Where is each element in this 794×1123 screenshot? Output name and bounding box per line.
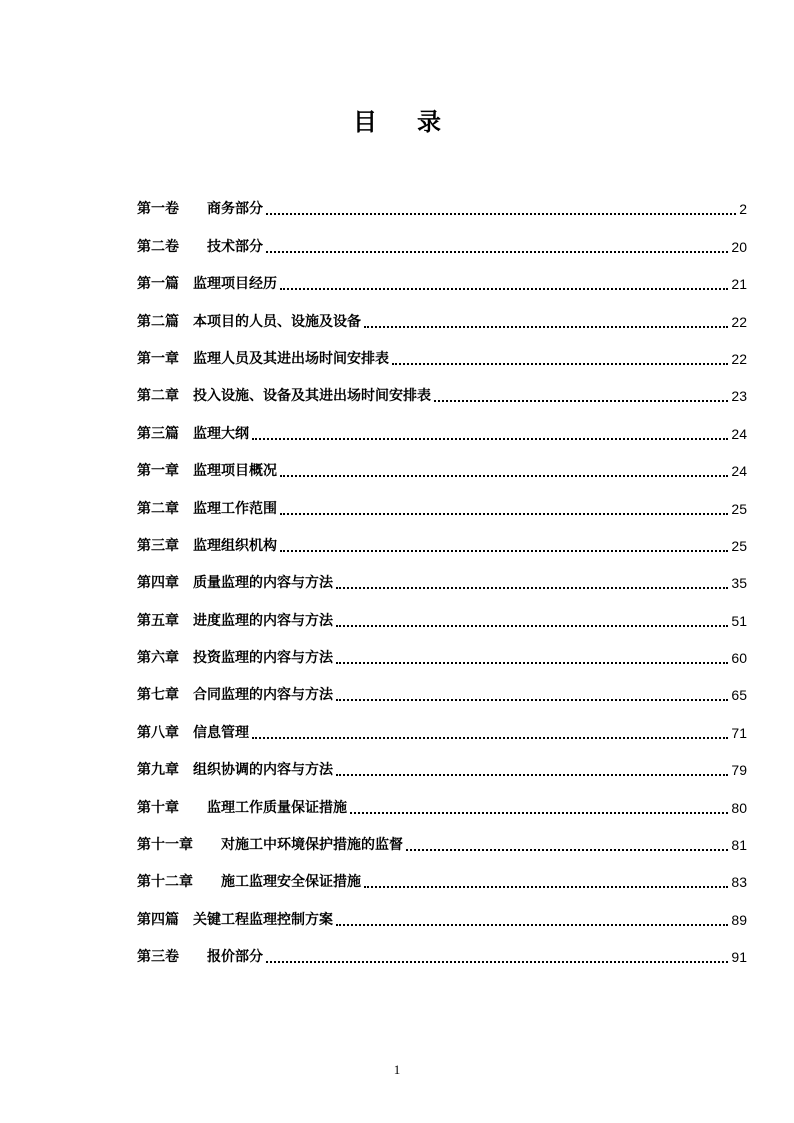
toc-entry-title: 监理项目经历 [193,276,277,293]
toc-entry-leader-dots [434,400,728,402]
toc-entry-title: 信息管理 [193,724,249,741]
toc-entry[interactable] [137,782,747,819]
toc-entry-page-number: 83 [731,874,747,891]
page-title-char-1: 目 [353,107,377,136]
toc-entry-label [137,683,333,707]
toc-entry-chapter: 第一章 [137,463,179,480]
toc-entry-label [137,384,431,408]
toc-entry-page-number: 91 [731,949,747,966]
toc-entry-title: 投入设施、设备及其进出场时间安排表 [193,388,431,405]
toc-entry-label [137,347,389,371]
toc-entry-leader-dots [406,849,728,851]
toc-entry-chapter: 第一卷 [137,201,179,218]
toc-entry-title: 合同监理的内容与方法 [193,687,333,704]
toc-entry-leader-dots [266,213,736,215]
toc-entry[interactable] [137,296,747,333]
toc-entry[interactable] [137,184,747,221]
toc-entry-chapter: 第六章 [137,650,179,667]
toc-entry-chapter: 第二章 [137,500,179,517]
toc-entry-label [137,459,277,483]
toc-entry-chapter: 第二卷 [137,238,179,255]
toc-entry[interactable] [137,221,747,258]
toc-entry-page-number: 24 [731,463,747,480]
toc-entry-page-number: 2 [739,201,747,218]
toc-entry-title: 商务部分 [207,201,263,218]
toc-entry-leader-dots [336,774,728,776]
page-title-char-2: 录 [417,107,441,136]
toc-entry-page-number: 22 [731,313,747,330]
toc-entry-chapter: 第十章 [137,799,179,816]
toc-entry-title: 本项目的人员、设施及设备 [193,313,361,330]
toc-entry-label [137,272,277,296]
toc-entry-leader-dots [336,924,728,926]
toc-entry-chapter: 第三篇 [137,425,179,442]
toc-entry-page-number: 24 [731,425,747,442]
toc-entry-chapter: 第十一章 [137,837,193,854]
toc-entry-title: 投资监理的内容与方法 [193,650,333,667]
toc-entry[interactable] [137,483,747,520]
toc-entry-chapter: 第七章 [137,687,179,704]
toc-entry-page-number: 25 [731,537,747,554]
toc-entry-page-number: 21 [731,276,747,293]
toc-entry-label [137,235,263,259]
toc-entry-title: 监理组织机构 [193,537,277,554]
toc-entry[interactable] [137,408,747,445]
toc-entry-leader-dots [336,625,728,627]
toc-entry-page-number: 23 [731,388,747,405]
toc-entry[interactable] [137,932,747,969]
toc-entry-leader-dots [252,737,728,739]
toc-entry-chapter: 第二篇 [137,313,179,330]
toc-entry-label [137,197,263,221]
toc-entry[interactable] [137,259,747,296]
toc-entry-page-number: 51 [731,612,747,629]
toc-entry-leader-dots [364,886,728,888]
table-of-contents [137,184,747,969]
toc-entry-label [137,758,333,782]
toc-entry-label [137,870,361,894]
toc-entry-leader-dots [280,475,728,477]
toc-entry[interactable] [137,446,747,483]
toc-entry-chapter: 第九章 [137,762,179,779]
toc-entry[interactable] [137,670,747,707]
toc-entry-label [137,908,333,932]
toc-entry-page-number: 22 [731,350,747,367]
toc-entry[interactable] [137,595,747,632]
toc-entry-chapter: 第四篇 [137,911,179,928]
toc-entry-chapter: 第三章 [137,537,179,554]
toc-entry[interactable] [137,334,747,371]
toc-entry-title: 关键工程监理控制方案 [193,911,333,928]
toc-entry-page-number: 20 [731,238,747,255]
toc-entry-page-number: 71 [731,724,747,741]
toc-entry[interactable] [137,857,747,894]
toc-entry-label [137,833,403,857]
toc-entry-page-number: 80 [731,799,747,816]
toc-entry-chapter: 第一篇 [137,276,179,293]
toc-entry[interactable] [137,371,747,408]
toc-entry-title: 技术部分 [207,238,263,255]
toc-entry[interactable] [137,894,747,931]
toc-entry[interactable] [137,633,747,670]
page-title [0,106,794,138]
toc-entry-label [137,646,333,670]
toc-entry-title: 监理工作质量保证措施 [207,799,347,816]
toc-entry-leader-dots [266,961,728,963]
toc-entry-chapter: 第四章 [137,575,179,592]
toc-entry-label [137,945,263,969]
toc-entry-page-number: 60 [731,650,747,667]
toc-entry-label [137,422,249,446]
toc-entry-label [137,534,277,558]
toc-entry-page-number: 25 [731,500,747,517]
toc-entry-chapter: 第十二章 [137,874,193,891]
toc-entry[interactable] [137,558,747,595]
toc-entry[interactable] [137,745,747,782]
toc-entry-leader-dots [336,587,728,589]
toc-entry[interactable] [137,820,747,857]
toc-entry[interactable] [137,707,747,744]
toc-entry-chapter: 第五章 [137,612,179,629]
toc-entry-page-number: 89 [731,911,747,928]
toc-entry-leader-dots [336,662,728,664]
toc-entry-label [137,609,333,633]
toc-entry-label [137,310,361,334]
toc-entry-leader-dots [266,251,728,253]
toc-entry-leader-dots [280,513,728,515]
toc-entry-leader-dots [336,699,728,701]
toc-entry-title: 监理大纲 [193,425,249,442]
toc-entry-title: 施工监理安全保证措施 [221,874,361,891]
toc-entry-leader-dots [280,288,728,290]
toc-entry-title: 进度监理的内容与方法 [193,612,333,629]
toc-entry-page-number: 79 [731,762,747,779]
toc-entry-label [137,497,277,521]
toc-entry-label [137,796,347,820]
toc-entry-title: 质量监理的内容与方法 [193,575,333,592]
toc-entry-title: 监理项目概况 [193,463,277,480]
toc-entry-title: 报价部分 [207,949,263,966]
toc-entry-page-number: 35 [731,575,747,592]
toc-entry-title: 对施工中环境保护措施的监督 [221,837,403,854]
toc-entry-title: 监理工作范围 [193,500,277,517]
toc-entry[interactable] [137,521,747,558]
toc-entry-leader-dots [392,363,728,365]
page-number: 1 [393,1062,401,1077]
toc-entry-label [137,571,333,595]
toc-entry-leader-dots [350,812,728,814]
toc-entry-leader-dots [364,326,728,328]
toc-entry-leader-dots [280,550,728,552]
toc-entry-label [137,721,249,745]
toc-entry-title: 监理人员及其进出场时间安排表 [193,350,389,367]
toc-entry-title: 组织协调的内容与方法 [193,762,333,779]
toc-entry-chapter: 第八章 [137,724,179,741]
toc-entry-chapter: 第三卷 [137,949,179,966]
toc-entry-chapter: 第二章 [137,388,179,405]
toc-entry-chapter: 第一章 [137,350,179,367]
toc-entry-page-number: 81 [731,837,747,854]
toc-entry-page-number: 65 [731,687,747,704]
toc-entry-leader-dots [252,438,728,440]
